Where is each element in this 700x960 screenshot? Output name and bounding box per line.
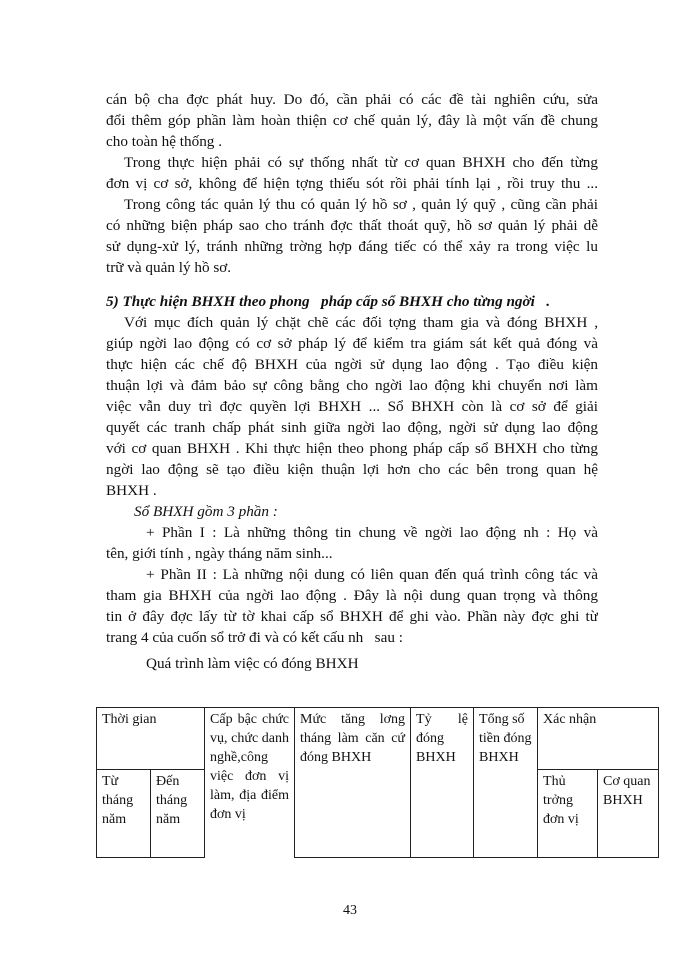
header-time: Thời gian bbox=[97, 708, 205, 770]
text-line: trang 4 của cuốn sổ trở đi và có kết cấu nh sau : bbox=[106, 629, 403, 646]
header-wage: Mức tăng lơng tháng làm căn cứ đóng BHXH bbox=[295, 708, 411, 858]
text-line: đổi thêm góp phần làm hoàn thiện cơ chế quản lý, đây là một vấn đề chung bbox=[106, 112, 598, 129]
text-line: ngời lao động sẽ tạo điều kiện thuận lợi hơn cho các bên trong quan hệ bbox=[106, 461, 598, 478]
text-line: Trong công tác quản lý thu có quản lý hồ sơ , quản lý quỹ , cũng cần phải bbox=[124, 196, 598, 213]
header-agency: Cơ quan BHXH bbox=[598, 770, 659, 858]
text-line: giúp ngời lao động có cơ sở pháp lý để kiểm tra giám sát kết quả đóng và bbox=[106, 335, 598, 352]
text-line: Với mục đích quản lý chặt chẽ các đối tợng tham gia và đóng BHXH , bbox=[124, 314, 598, 331]
text-line: quyết các tranh chấp phát sinh giữa ngời lao động, ngời sử dụng lao động bbox=[106, 419, 598, 436]
text-line: cán bộ cha đợc phát huy. Do đó, cần phải có các đề tài nghiên cứu, sửa bbox=[106, 91, 598, 108]
text-line: đơn vị cơ sở, không để hiện tợng thiếu sót rồi phải tính lại , rồi truy thu ... bbox=[106, 175, 598, 192]
text-line: sử dụng-xử lý, tránh những trờng hợp đáng tiếc có thể xảy ra trong việc lu bbox=[106, 238, 598, 255]
work-history-table bbox=[96, 707, 659, 858]
header-rate: Tỷ lệ đóng BHXH bbox=[411, 708, 474, 858]
text-line: + Phần II : Là những nội dung có liên quan đến quá trình công tác và bbox=[146, 566, 598, 583]
text-line: cho toàn hệ thống . bbox=[106, 133, 222, 150]
page-number: 43 bbox=[343, 903, 357, 918]
header-unit-head: Thủ trởng đơn vị bbox=[538, 770, 598, 858]
subheading: Sổ BHXH gồm 3 phần : bbox=[134, 503, 278, 520]
header-rank-text: Cấp bậc chức vụ, chức danh nghề,công việc đơn vị làm, địa điểm đơn vị bbox=[210, 712, 290, 822]
header-from: Từ tháng năm bbox=[97, 770, 151, 858]
header-confirm: Xác nhận bbox=[538, 708, 659, 770]
text-line: việc vẫn duy trì đợc quyền lợi BHXH ... Sổ BHXH còn là cơ sở để giải bbox=[106, 398, 598, 415]
text-line: tên, giới tính , ngày tháng năm sinh... bbox=[106, 545, 333, 562]
text-line: thực hiện các chế độ BHXH của ngời sử dụng lao động . Tạo điều kiện bbox=[106, 356, 598, 373]
table-caption: Quá trình làm việc có đóng BHXH bbox=[146, 655, 359, 672]
text-line: có những biện pháp sao cho tránh đợc thất thoát quỹ, hồ sơ quản lý phải dễ bbox=[106, 217, 598, 234]
text-line: tham gia BHXH của ngời lao động . Đây là nội dung quan trọng và thông bbox=[106, 587, 598, 604]
header-rank bbox=[205, 708, 295, 858]
header-to: Đến tháng năm bbox=[151, 770, 205, 858]
text-line: thuận lợi và đảm bảo sự công bằng cho ngời lao động khi chuyển nơi làm bbox=[106, 377, 598, 394]
text-line: BHXH . bbox=[106, 482, 157, 499]
text-line: tin ở đây đợc lấy từ tờ khai cấp sổ BHXH để ghi vào. Phần này đợc ghi từ bbox=[106, 608, 598, 625]
section-heading: 5) Thực hiện BHXH theo phong pháp cấp sổ BHXH cho từng ngời . bbox=[106, 293, 551, 310]
header-total: Tổng số tiền đóng BHXH bbox=[474, 708, 538, 858]
text-line: với cơ quan BHXH . Khi thực hiện theo phong pháp cấp sổ BHXH cho từng bbox=[106, 440, 598, 457]
text-line: + Phần I : Là những thông tin chung về ngời lao động nh : Họ và bbox=[146, 524, 598, 541]
text-line: trữ và quản lý hồ sơ. bbox=[106, 259, 232, 276]
text-line: Trong thực hiện phải có sự thống nhất từ cơ quan BHXH cho đến từng bbox=[124, 154, 598, 171]
